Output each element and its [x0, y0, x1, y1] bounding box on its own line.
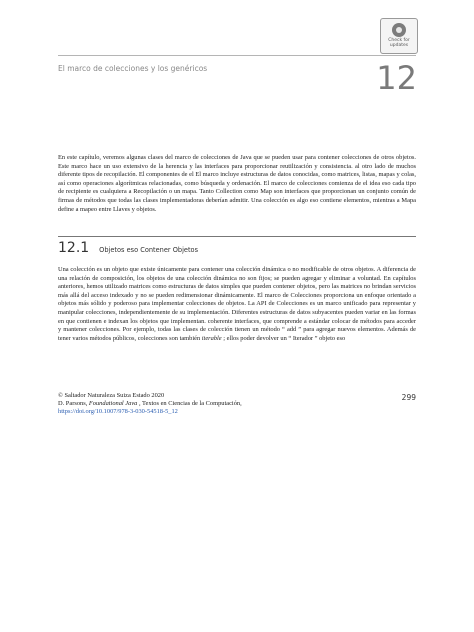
- citation-line: [58, 400, 358, 408]
- body-text-2: ; ellos poder devolver un “ Iterador ” objeto eso: [221, 334, 346, 342]
- body-text-1: Una colección es un objeto que existe únicamente para contener una colección dinámica o no modificable de otros objetos. A diferencia de una relación de composición, los objetos de una colección dinámica no son fijos; se pueden agregar y eliminar a voluntad. En capítulos anteriores, hemos utilizado matrices como estructuras de datos simples que pueden contener objetos, pero las matrices no brindan servicios más allá del acceso indexado y no se pueden redimensionar dinámicamente. El marco de Colecciones proporciona un enfoque orientado a objetos más sólido y poderoso para implementar colecciones de objetos. La API de Colecciones es un marco unificado para representar y manipular colecciones, independientemente de su implementación. Diferentes estructuras de datos subyacentes pueden variar en las formas en que contienen e indexan los objetos que implementan. coherente interfaces, que comprende a estándar colocar de métodos para acceder y mantener colecciones. Por ejemplo, todas las clases de colección tienen un método “ add ” para agregar nuevos elementos. Además de tener varios métodos públicos, colecciones son también: [58, 266, 416, 342]
- citation-author: D. Parsons,: [58, 400, 89, 407]
- footnote: [58, 392, 358, 416]
- section-number: 12.1: [58, 240, 90, 256]
- check-for-updates-badge[interactable]: [380, 18, 418, 54]
- section-heading: [58, 239, 198, 257]
- badge-line-2: updates: [389, 43, 409, 48]
- doi-link[interactable]: https://doi.org/10.1007/978-3-030-54518-5_12: [58, 408, 178, 415]
- header-rule: [58, 55, 416, 56]
- body-italic-iterable: iterable: [201, 334, 222, 342]
- check-updates-icon: [392, 23, 406, 37]
- citation-rest: , Textos en Ciencias de la Computación,: [137, 400, 242, 407]
- section-rule: [58, 236, 416, 237]
- chapter-title: El marco de colecciones y los genéricos: [58, 64, 208, 73]
- citation-book-title: Foundational Java: [88, 400, 138, 407]
- chapter-number: 12: [376, 59, 417, 97]
- section-title: Objetos eso Contener Objetos: [99, 246, 199, 254]
- badge-line-1: Check for: [388, 38, 410, 43]
- intro-paragraph: En este capítulo, veremos algunas clases del marco de colecciones de Java que se pueden usar para contener colecciones de otros objetos. Este marco hace un uso extensivo de la herencia y las interfaces para proporcionar reutilización y consistencia. al otro lado de muchos diferente tipos de recopilación. El componentes de el El marco incluye estructuras de datos conocidas, como matrices, listas, mapas y colas, así como operaciones algorítmicas relacionadas, como búsqueda y ordenación. El marco de colecciones comienza de el idea eso cada tipo de recipiente es cualquiera a Recopilación o un mapa. Tanto Collection como Map son interfaces que proporcionan un conjunto común de firmas de métodos que todas las clases implementadoras deberían admitir. Una colección es algo eso contiene elementos, mientras a Mapa define a mapeo entre Llaves y objetos.: [58, 154, 416, 213]
- copyright-line: © Saltador Naturaleza Suiza Estado 2020: [58, 392, 165, 399]
- body-paragraph: [58, 266, 416, 343]
- page-number: 299: [401, 393, 416, 402]
